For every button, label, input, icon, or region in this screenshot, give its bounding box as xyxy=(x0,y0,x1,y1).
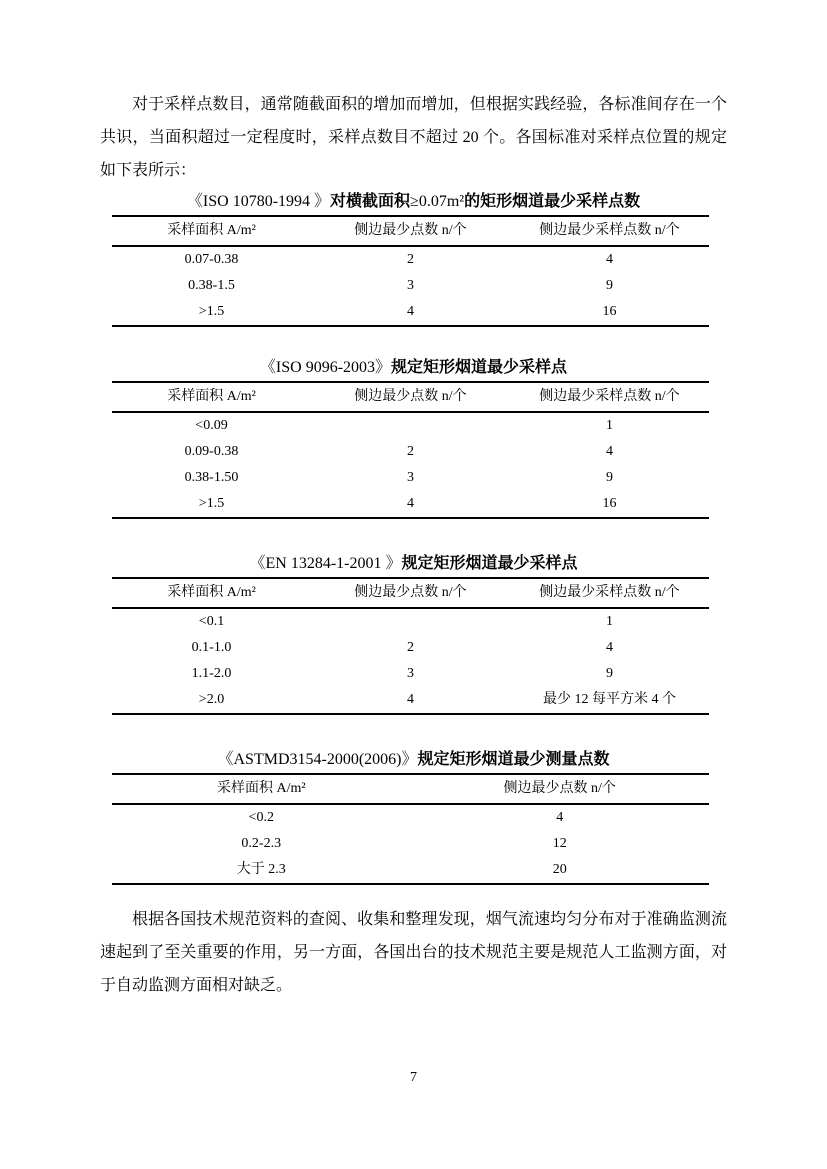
column-header: 采样面积 A/m² xyxy=(112,774,411,804)
column-header: 采样面积 A/m² xyxy=(112,382,311,412)
standard-name: 《ISO 9096-2003》 xyxy=(259,359,392,376)
table-cell: >2.0 xyxy=(198,692,225,707)
header-row xyxy=(112,382,709,412)
table-title-value: ≥0.07m² xyxy=(410,193,465,210)
table-cell: 1 xyxy=(606,418,613,433)
table-cell: 大于 2.3 xyxy=(236,862,286,877)
table-cell: >1.5 xyxy=(198,304,225,319)
header-row xyxy=(112,578,709,608)
table-cell: 2 xyxy=(407,640,414,655)
table-cell: <0.1 xyxy=(198,614,225,629)
column-header: 采样面积 A/m² xyxy=(112,578,311,608)
table-cell: 3 xyxy=(407,666,414,681)
table-title xyxy=(100,191,727,213)
table-row xyxy=(112,412,709,439)
table-cell: 4 xyxy=(606,252,613,267)
table-row xyxy=(112,661,709,687)
table-cell: 1 xyxy=(606,614,613,629)
table-cell: 12 xyxy=(552,836,567,851)
table-cell xyxy=(311,412,510,439)
table-cell: 4 xyxy=(606,640,613,655)
table-cell: 9 xyxy=(606,278,613,293)
table-block-iso-10780-1994 xyxy=(100,191,727,327)
column-header: 侧边最少采样点数 n/个 xyxy=(510,382,709,412)
table-title-text: 对横截面积 xyxy=(330,193,411,210)
table-block-iso-9096-2003 xyxy=(100,357,727,519)
table-cell: 0.09-0.38 xyxy=(184,444,239,459)
column-header: 侧边最少点数 n/个 xyxy=(411,774,710,804)
page-content xyxy=(100,0,727,1002)
table-row xyxy=(112,831,709,857)
page-number: 7 xyxy=(410,1070,417,1085)
standard-name: 《ISO 10780-1994 》 xyxy=(186,193,331,210)
sampling-points-table xyxy=(112,215,709,327)
table-cell: 4 xyxy=(407,692,414,707)
table-row xyxy=(112,246,709,273)
table-row xyxy=(112,608,709,635)
standard-name: 《EN 13284-1-2001 》 xyxy=(249,555,402,572)
sampling-points-table xyxy=(112,577,709,715)
table-cell: 2 xyxy=(407,252,414,267)
standard-name: 《ASTMD3154-2000(2006)》 xyxy=(217,751,418,768)
table-title xyxy=(100,749,727,771)
table-cell: 4 xyxy=(407,304,414,319)
table-title-text: 规定矩形烟道最少采样点 xyxy=(391,359,568,376)
table-row xyxy=(112,465,709,491)
table-row xyxy=(112,857,709,884)
table-cell: 9 xyxy=(606,666,613,681)
table-row xyxy=(112,635,709,661)
table-cell: 4 xyxy=(407,496,414,511)
table-cell: 16 xyxy=(602,496,617,511)
table-cell: 0.38-1.50 xyxy=(184,470,239,485)
table-block-astm-d3154 xyxy=(100,749,727,885)
table-cell: <0.2 xyxy=(248,810,274,825)
table-cell: 0.07-0.38 xyxy=(184,252,239,267)
table-row xyxy=(112,439,709,465)
table-cell: >1.5 xyxy=(198,496,225,511)
table-title xyxy=(100,553,727,575)
table-cell: 3 xyxy=(407,278,414,293)
table-cell: 0.2-2.3 xyxy=(241,836,282,851)
table-cell: 0.38-1.5 xyxy=(188,278,235,293)
table-title-text: 的矩形烟道最少采样点数 xyxy=(464,193,641,210)
table-cell: 0.1-1.0 xyxy=(191,640,232,655)
sampling-points-table xyxy=(112,773,709,885)
conclusion-paragraph: 根据各国技术规范资料的查阅、收集和整理发现，烟气流速均匀分布对于准确监测流速起到了至关重要的作用，另一方面，各国出台的技术规范主要是规范人工监测方面，对于自动监测方面相对缺乏。 xyxy=(100,911,727,994)
table-row xyxy=(112,273,709,299)
table-row xyxy=(112,491,709,518)
table-row xyxy=(112,687,709,714)
column-header: 侧边最少点数 n/个 xyxy=(311,216,510,246)
table-cell: 4 xyxy=(556,810,564,825)
column-header: 侧边最少采样点数 n/个 xyxy=(510,216,709,246)
table-title-text: 规定矩形烟道最少采样点 xyxy=(401,555,578,572)
sampling-points-table xyxy=(112,381,709,519)
table-title-text: 规定矩形烟道最少测量点数 xyxy=(417,751,610,768)
table-cell: 3 xyxy=(407,470,414,485)
header-row xyxy=(112,774,709,804)
column-header: 侧边最少点数 n/个 xyxy=(311,382,510,412)
table-cell: 20 xyxy=(552,862,567,877)
intro-paragraph: 对于采样点数目，通常随截面积的增加而增加，但根据实践经验，各标准间存在一个共识，当面积超过一定程度时，采样点数目不超过 20 个。各国标准对采样点位置的规定如下表所示： xyxy=(100,96,727,179)
table-title xyxy=(100,357,727,379)
table-row xyxy=(112,804,709,831)
table-cell: <0.09 xyxy=(195,418,228,433)
header-row xyxy=(112,216,709,246)
table-block-en-13284-1-2001 xyxy=(100,553,727,715)
table-row xyxy=(112,299,709,326)
column-header: 侧边最少采样点数 n/个 xyxy=(510,578,709,608)
table-cell: 4 xyxy=(606,444,613,459)
table-cell: 9 xyxy=(606,470,613,485)
table-cell: 2 xyxy=(407,444,414,459)
table-cell: 最少 12 每平方米 4 个 xyxy=(543,692,676,707)
table-cell: 16 xyxy=(602,304,617,319)
column-header: 侧边最少点数 n/个 xyxy=(311,578,510,608)
table-cell xyxy=(311,608,510,635)
column-header: 采样面积 A/m² xyxy=(112,216,311,246)
table-cell: 1.1-2.0 xyxy=(191,666,232,681)
